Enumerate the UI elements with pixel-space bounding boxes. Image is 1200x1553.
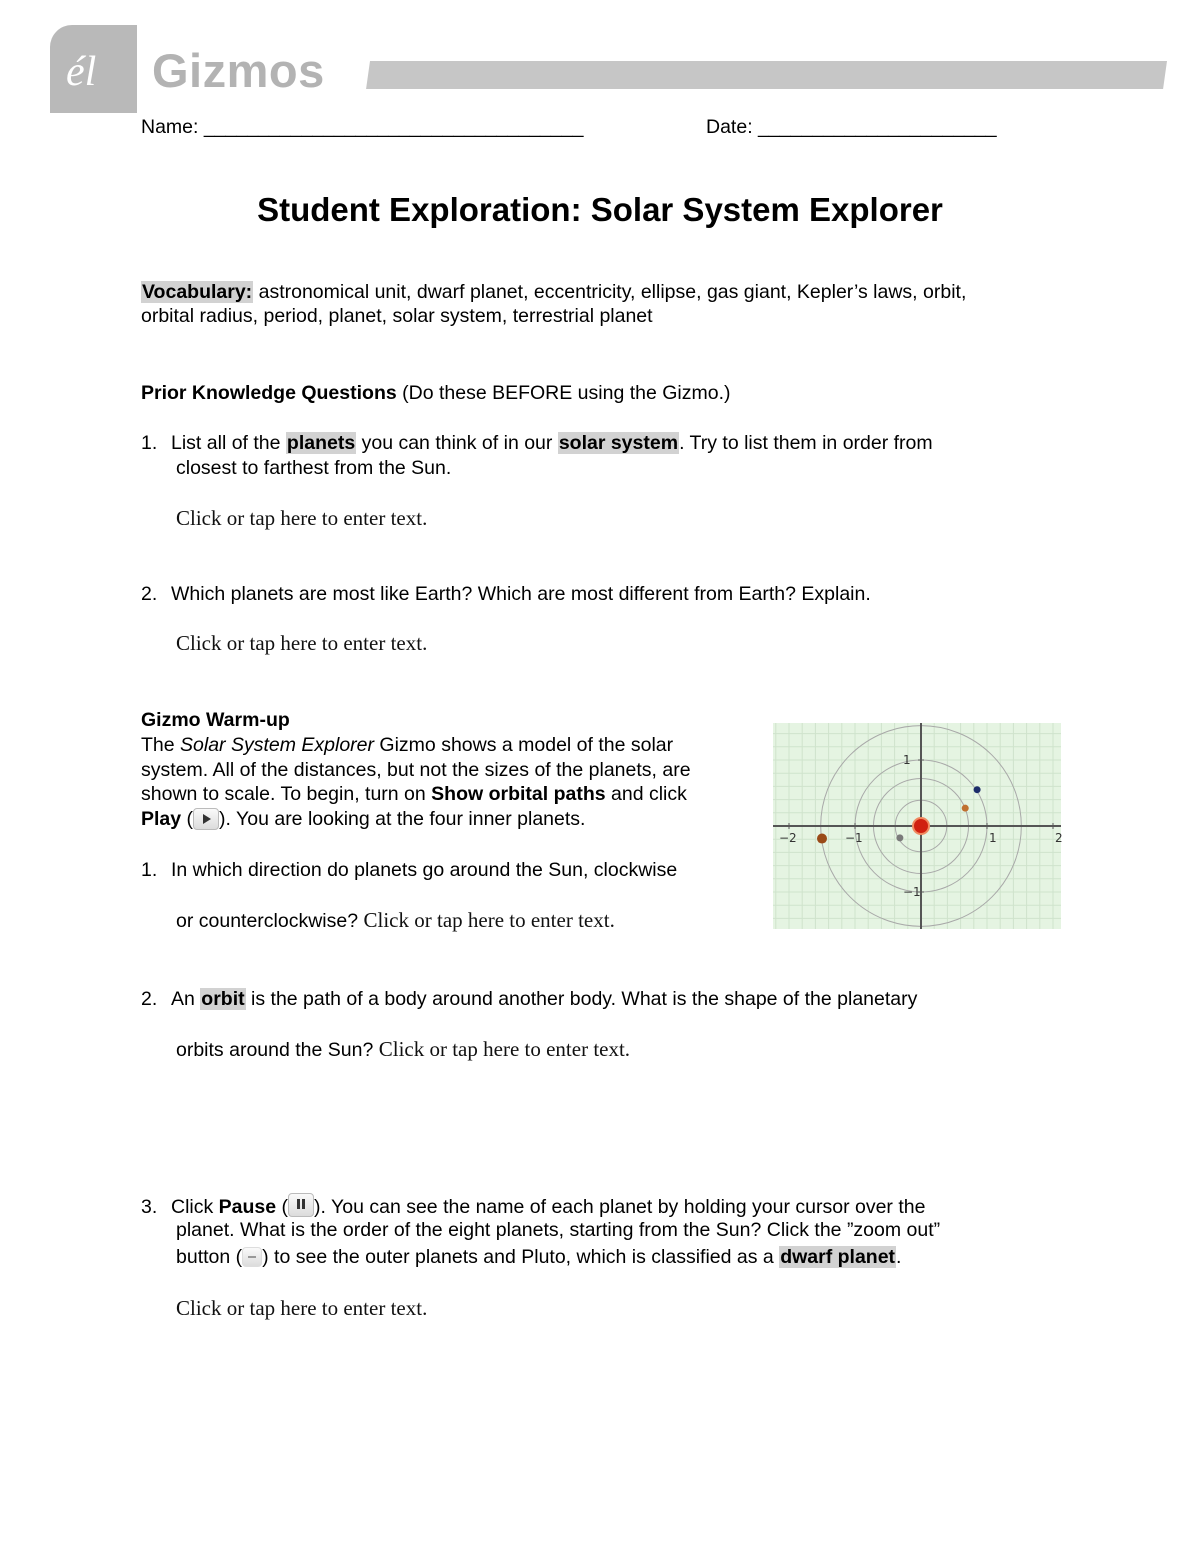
- prior-question-2: [141, 582, 871, 606]
- paragraph-text: shown to scale. To begin, turn on: [141, 783, 432, 805]
- x-tick-label: 2: [1055, 831, 1063, 845]
- warmup-question-3: [141, 1193, 925, 1219]
- question-number: 2.: [141, 583, 158, 605]
- question-number: 3.: [141, 1196, 158, 1218]
- question-text: orbits around the Sun?: [176, 1039, 379, 1061]
- question-number: 1.: [141, 859, 158, 881]
- x-tick-label: −2: [779, 831, 797, 845]
- warmup-question-1: [141, 858, 677, 882]
- question-text: ). You can see the name of each planet by holding your cursor over the: [314, 1196, 926, 1218]
- question-text: . Try to list them in order from: [679, 432, 933, 454]
- prior-knowledge-heading: [141, 381, 731, 405]
- zoom-out-icon: [242, 1247, 262, 1267]
- prior-question-1-line-2: closest to farthest from the Sun.: [176, 457, 452, 479]
- solar-system-chart: [773, 723, 1061, 929]
- pause-label: Pause: [218, 1196, 277, 1218]
- question-text: List all of the: [171, 432, 286, 454]
- question-text: is the path of a body around another body. What is the shape of the planetary: [245, 988, 918, 1010]
- question-number: 1.: [141, 432, 158, 454]
- paragraph-text: The: [141, 734, 181, 756]
- svg-text:él: él: [66, 49, 97, 95]
- paragraph-text: and click: [605, 783, 687, 805]
- question-text: button (: [176, 1246, 243, 1268]
- pause-icon: [288, 1193, 314, 1217]
- name-field[interactable]: Name: ___________________________________: [141, 116, 584, 138]
- question-text: you can think of in our: [356, 432, 558, 454]
- answer-field-warmup-2[interactable]: Click or tap here to enter text.: [378, 1037, 631, 1061]
- question-text: ) to see the outer planets and Pluto, which is classified as a: [262, 1246, 780, 1268]
- paragraph-text: ). You are looking at the four inner planets.: [219, 808, 586, 830]
- warmup-paragraph-line-4: [141, 807, 585, 831]
- y-tick-label: 1: [903, 753, 911, 767]
- prior-question-1: [141, 431, 933, 455]
- x-tick-label: 1: [989, 831, 997, 845]
- question-text: Click: [171, 1196, 219, 1218]
- question-number: 2.: [141, 988, 158, 1010]
- y-tick-label: −1: [903, 885, 921, 899]
- date-field[interactable]: Date: ______________________: [706, 116, 997, 138]
- warmup-question-3-line-3: [176, 1245, 901, 1269]
- warmup-question-3-line-2: planet. What is the order of the eight planets, starting from the Sun? Click the ”zoom out”: [176, 1219, 941, 1241]
- vocab-term-planets: planets: [286, 432, 356, 454]
- question-text: Which planets are most like Earth? Which are most different from Earth? Explain.: [171, 583, 871, 605]
- vocabulary-line-1: [141, 280, 966, 304]
- planet-marker: [962, 805, 969, 812]
- vocab-term-solar-system: solar system: [558, 432, 679, 454]
- vocabulary-label: Vocabulary:: [142, 281, 253, 303]
- warmup-question-1-line-2: [176, 908, 615, 933]
- warmup-paragraph-line-2: system. All of the distances, but not the sizes of the planets, are: [141, 759, 691, 781]
- header-bar: [366, 61, 1167, 89]
- warmup-heading: Gizmo Warm-up: [141, 709, 290, 731]
- play-icon: [193, 808, 219, 830]
- answer-field-prior-2[interactable]: Click or tap here to enter text.: [176, 631, 428, 655]
- answer-field-prior-1[interactable]: Click or tap here to enter text.: [176, 506, 428, 530]
- warmup-paragraph-line-3: [141, 782, 687, 806]
- gizmo-name: Solar System Explorer: [180, 734, 375, 756]
- planet-marker: [974, 786, 981, 793]
- vocab-term-orbit: orbit: [201, 988, 245, 1010]
- warmup-question-2: [141, 987, 917, 1011]
- question-text: or counterclockwise?: [176, 910, 364, 932]
- planet-marker: [817, 834, 827, 844]
- vocab-term-dwarf-planet: dwarf planet: [780, 1246, 896, 1268]
- show-orbital-paths-label: Show orbital paths: [431, 783, 606, 805]
- vocabulary-line-2: orbital radius, period, planet, solar system, terrestrial planet: [141, 305, 653, 327]
- gizmos-brand: Gizmos: [152, 44, 325, 97]
- answer-field-warmup-3[interactable]: Click or tap here to enter text.: [176, 1296, 428, 1320]
- planet-marker: [896, 834, 903, 841]
- solar-system-plot: [773, 723, 1061, 929]
- question-text: (: [276, 1196, 289, 1218]
- answer-field-warmup-1[interactable]: Click or tap here to enter text.: [363, 908, 615, 932]
- sun-marker: [913, 818, 929, 834]
- prior-knowledge-note: (Do these BEFORE using the Gizmo.): [396, 382, 731, 404]
- explorelearning-logo: [50, 25, 137, 113]
- warmup-paragraph-line-1: [141, 733, 673, 757]
- paragraph-text: (: [181, 808, 194, 830]
- play-label: Play: [141, 808, 182, 830]
- x-tick-label: −1: [845, 831, 863, 845]
- page-title: Student Exploration: Solar System Explorer: [257, 191, 943, 228]
- question-text: In which direction do planets go around the Sun, clockwise: [171, 859, 678, 881]
- question-text: An: [171, 988, 201, 1010]
- question-text: .: [896, 1246, 902, 1268]
- prior-knowledge-title: Prior Knowledge Questions: [141, 382, 397, 404]
- explorelearning-el-icon: [50, 25, 137, 113]
- warmup-question-2-line-2: [176, 1037, 630, 1062]
- vocabulary-terms: astronomical unit, dwarf planet, eccentricity, ellipse, gas giant, Kepler’s laws, orbit,: [253, 281, 967, 303]
- paragraph-text: Gizmo shows a model of the solar: [374, 734, 674, 756]
